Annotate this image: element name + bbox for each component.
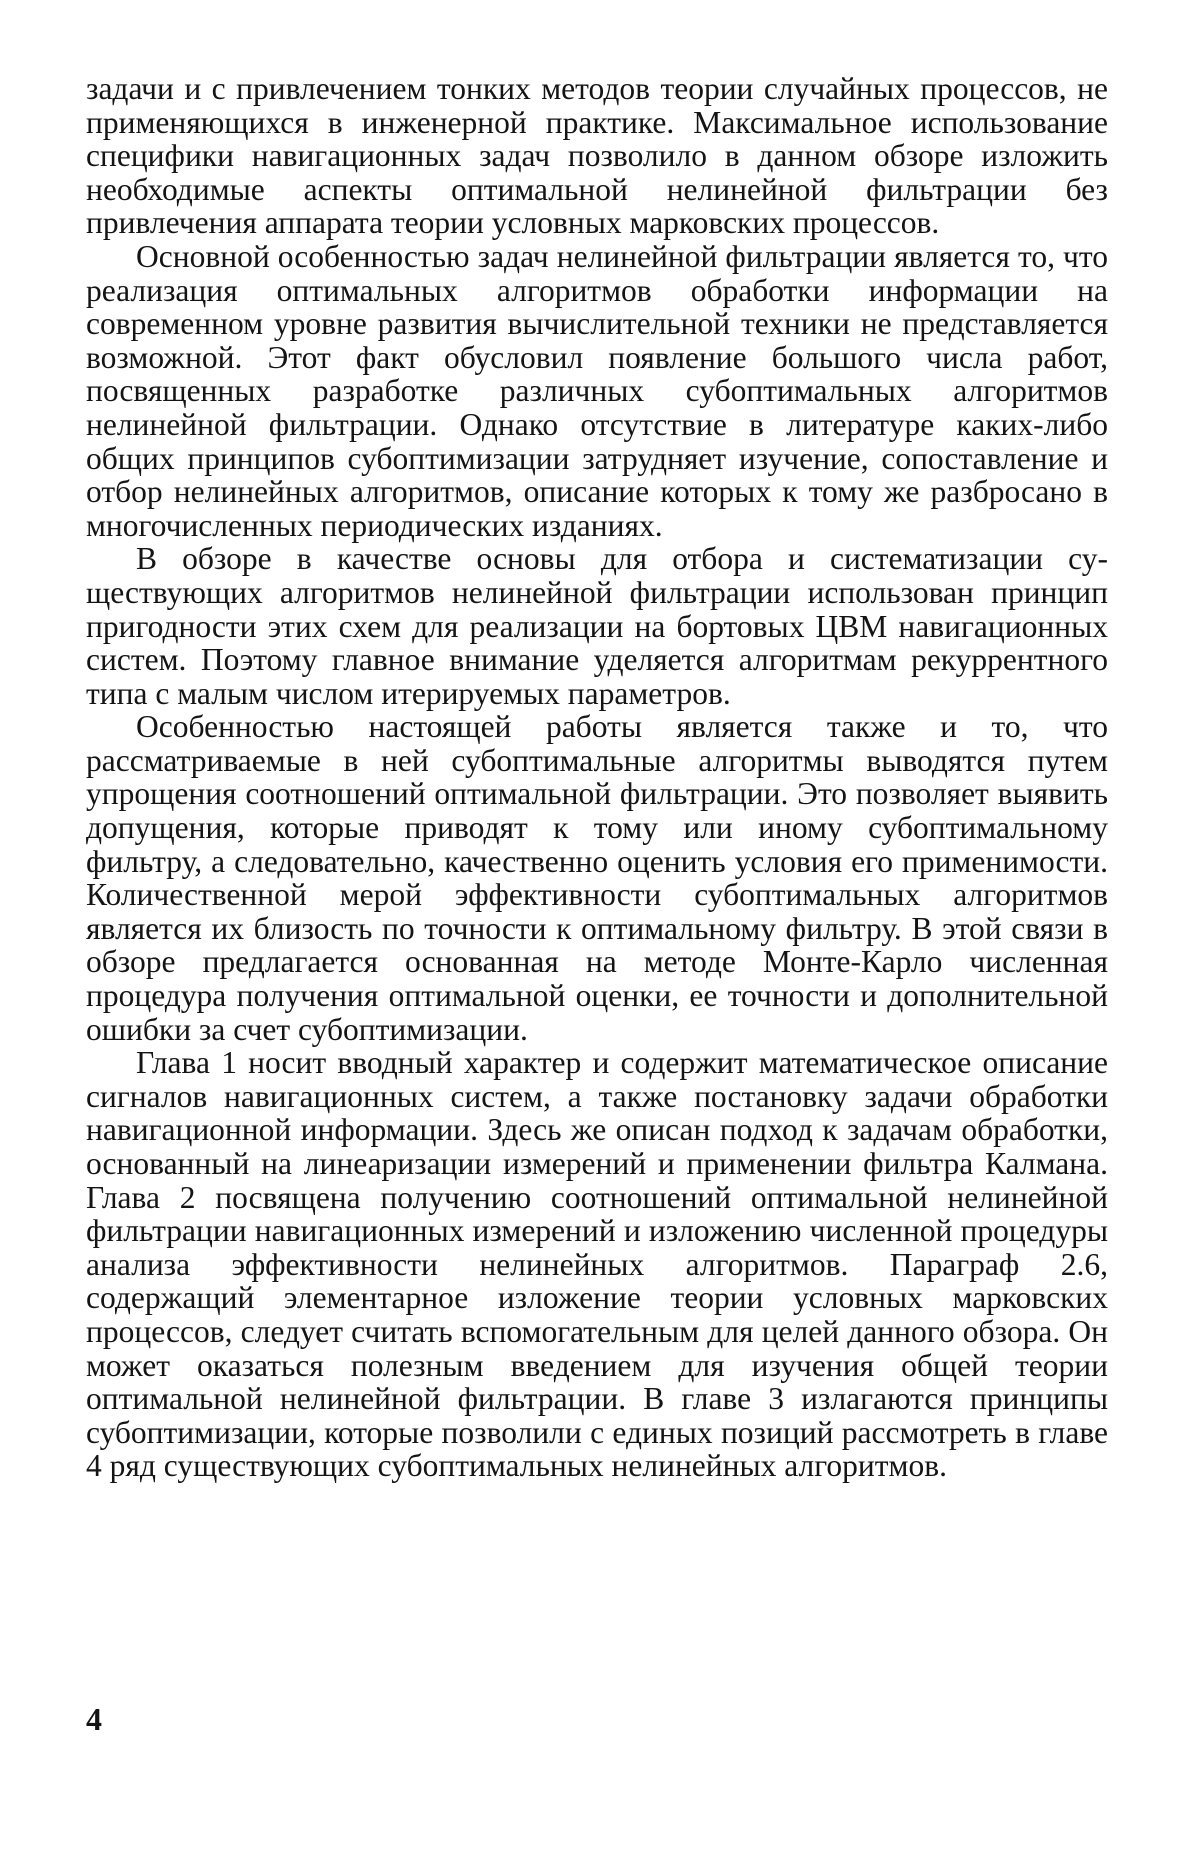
paragraph-continuation: задачи и с привлечением тонких методов теории случайных процессов, не применяющихся в инженерной практике. Максимальное использование специфики навигационных задач позволило в данном обзоре изложить необходимые аспекты оптимальной нелинейной фильтрации без привлечения аппарата теории условных марковских процессов. [86,71,1108,241]
paragraph-work-features: Особенностью настоящей работы является также и то, что рассматриваемые в ней субоптимальные алгоритмы выводятся путем упрощения соотношений оптимальной фильтрации. Это позволяет выявить допущения, которые приводят к тому или иному субоптимальному фильтру, а следовательно, качественно оценить условия его применимости. Количественной мерой эффективности субоптимальных алгоритмов является их близость по точности к оптимальному фильтру. В этой связи в обзоре предлагается основанная на методе Монте-Карло численная процедура получения оптимальной оценки, ее точности и дополнительной ошибки за счет субоптимизации. [86,709,1108,1047]
page-number: 4 [86,1701,102,1737]
paragraph-chapter-overview: Глава 1 носит вводный характер и содержит математическое описание сигналов навигационных систем, а также постановку задачи обработки навигационной информации. Здесь же описан подход к задачам обработки, основанный на линеаризации измерений и применении фильтра Калмана. Глава 2 посвящена получению соотношений оптимальной нелинейной фильтрации навигационных измерений и изложению численной процедуры анализа эффективности нелинейных алгоритмов. Параграф 2.6, содержащий элементарное изложение теории условных марковских процессов, следует считать вспомогательным для целей данного обзора. Он может оказаться полезным введением для изучения общей теории оптимальной нелинейной фильтрации. В главе 3 излагаются принципы субоптимизации, которые позволили с единых позиций рассмотреть в главе 4 ряд существующих субоптимальных нелинейных алгоритмов. [86,1045,1108,1484]
paragraph-selection-principle: В обзоре в качестве основы для отбора и систематизации существующих алгоритмов нелинейной фильтрации использован принцип пригодности этих схем для реализации на бортовых ЦВМ навигационных систем. Поэтому главное внимание уделяется алгоритмам рекуррентного типа с малым числом итерируемых параметров. [86,541,1108,711]
paragraph-nonlinear-filtering-features: Основной особенностью задач нелинейной фильтрации является то, что реализация оптимальных алгоритмов обработки информации на современном уровне развития вычислительной техники не представляется возможной. Этот факт обусловил появление большого числа работ, посвященных разработке различных субоптимальных алгоритмов нелинейной фильтрации. Однако отсутствие в литературе каких-либо общих принципов субоптимизации затрудняет изучение, сопоставление и отбор нелинейных алгоритмов, описание которых к тому же разбросано в многочисленных периодических изданиях. [86,238,1108,543]
page-body [86,72,1108,1483]
